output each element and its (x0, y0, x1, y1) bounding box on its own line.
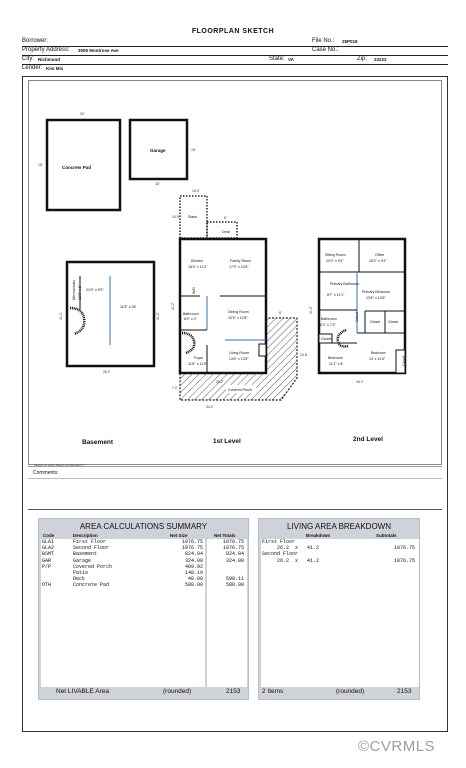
area-net-totals: 1076.75 1076.75 824.84 324.00 590.11 588.00 (222, 539, 244, 589)
basement-height: 41.2' (59, 312, 63, 320)
zip-value: 23222 (374, 57, 387, 62)
living-col-breakdown: Breakdown (306, 533, 331, 538)
deck-dim-top: 10.5' (192, 189, 200, 193)
address-value: 3005 Montrose Ave (78, 48, 119, 53)
first-level-width: 26.2' (216, 380, 224, 384)
porch-height: 24.8' (300, 353, 308, 357)
living-subtotals: 1076.75 1076.75 (393, 545, 415, 564)
lender-label: Lender: (22, 65, 43, 71)
family-room-label: Family Room (230, 259, 252, 263)
bedroom-1-label: Bedroom (328, 356, 343, 360)
city-value: Richmond (38, 57, 60, 62)
area-col-code: Code (43, 533, 55, 538)
first-level-height: 41.2' (171, 302, 175, 310)
bathroom-1-size: 6'0" x 3' (184, 317, 197, 321)
concrete-pad-label: Concrete Pad (62, 165, 92, 170)
mechanicals-label: Mechanicals (72, 280, 76, 300)
foyer-label: Foyer (194, 356, 204, 360)
mechanicals-size: 13'3" x 6' (78, 285, 82, 300)
living-col-subtotals: Subtotals (376, 533, 397, 538)
sitting-room-label: Sitting Room (325, 253, 346, 257)
living-breakdown-title: LIVING AREA BREAKDOWN (286, 522, 392, 531)
comments-label: Comments: (33, 470, 59, 476)
deck-dim-small: 8' (224, 216, 227, 220)
borrower-label: Borrower: (22, 38, 49, 44)
divider (28, 509, 442, 510)
area-codes: GLA1 GLA2 BSMT GAR P/P OTH (42, 539, 55, 589)
city-label: City: (22, 56, 34, 62)
deck-label: Deck (222, 230, 231, 234)
area-net-sizes: 1076.75 1076.75 824.84 324.00 409.92 140.19 40.00 588.00 (181, 539, 203, 589)
garage-height: 18' (191, 148, 196, 152)
closet-label-4: Closet (355, 311, 359, 322)
wd-label: W/D (192, 287, 196, 294)
page-title: FLOORPLAN SKETCH (191, 28, 275, 35)
case-no-label: Case No.: (312, 47, 339, 53)
divider (28, 478, 442, 479)
cvrmls-watermark: ©CVRMLS (358, 738, 436, 755)
closet-label-2: Closet (388, 320, 399, 324)
sitting-room-size: 10'3" x 9'4" (326, 259, 344, 263)
closet-label-5: Closet (402, 355, 406, 366)
living-room-label: Living Room (229, 351, 249, 355)
area-col-net-size: Net Size (170, 533, 188, 538)
family-room-size: 17'3" x 12'6" (229, 265, 249, 269)
primary-bed-label: Primary Bedroom (362, 290, 390, 294)
primary-bath-label: Primary Bathroom (330, 282, 359, 286)
garage-width: 18' (155, 182, 160, 186)
first-level-label: 1st Level (213, 438, 241, 445)
area-summary-title: AREA CALCULATIONS SUMMARY (79, 522, 208, 531)
area-summary-panel (38, 518, 249, 700)
porch-right: 8' (279, 311, 282, 315)
area-descriptions: First Floor Second Floor Basement Garage Covered Porch Patio Deck Concrete Pad (73, 539, 113, 589)
primary-bed-size: 13'6" x 13'8" (366, 296, 386, 300)
fireplace-shape (259, 344, 266, 356)
garage-label: Garage (150, 148, 166, 153)
basement-room-a-size: 21'9" x 9'3" (86, 288, 104, 292)
second-level-width: 26.2' (356, 380, 364, 384)
concrete-pad-height: 18' (38, 163, 43, 167)
closet-label-3: Closet (321, 337, 332, 341)
stairs-label: Stairs (188, 215, 198, 219)
file-no-value: 25P018 (342, 39, 358, 44)
foyer-size: 11'8" x 11'9" (188, 362, 208, 366)
living-room-size: 13'6" x 13'5" (229, 357, 249, 361)
bedroom-2-label: Bedroom (371, 351, 386, 355)
basement-room-b-size: 11'5" x 28' (120, 305, 137, 309)
lender-value: Kim Mix (46, 66, 64, 71)
deck-dim-side: 10.5' (172, 215, 180, 219)
second-level-height: 41.2' (309, 306, 313, 314)
net-livable-value: 2153 (226, 688, 241, 695)
address-label: Property Address: (22, 47, 70, 53)
bathroom-1-label: Bathroom (183, 312, 199, 316)
basement-level-label: Basement (82, 439, 114, 446)
state-label: State: (269, 56, 285, 62)
dining-room-label: Dining Room (228, 310, 249, 314)
sketch-credit: Sketch by Apex Sketch v6 Standard™ (34, 463, 85, 467)
zip-label: Zip: (357, 56, 368, 62)
bathroom-2-label: Bathroom (321, 317, 337, 321)
divider (28, 466, 442, 467)
porch-width: 34.2' (206, 405, 214, 409)
area-col-net-totals: Net Totals (214, 533, 236, 538)
kitchen-label: Kitchen (191, 259, 203, 263)
basement-width: 26.2' (103, 370, 111, 374)
file-no-label: File No.: (312, 38, 335, 44)
basement-height-right: 41.2' (156, 312, 160, 320)
dining-room-size: 10'5" x 12'6" (228, 316, 248, 320)
area-col-description: Description (73, 533, 98, 538)
bedroom-1-size: 11'1" x 8' (329, 362, 344, 366)
second-level-label: 2nd Level (353, 436, 383, 443)
living-lines: First Floor 26.2 x 41.2 Second Floor 26.2 x 41.2 (262, 539, 320, 564)
bathroom-2-size: 6'3" x 7'3" (320, 323, 336, 327)
office-size: 15'2" x 9'4" (369, 259, 387, 263)
living-rounded: (rounded) (336, 688, 365, 695)
concrete-pad-width: 32' (80, 112, 85, 116)
living-items-count: 2 Items (262, 688, 284, 695)
net-livable-rounded: (rounded) (163, 688, 192, 695)
porch-small: 7.2' (172, 386, 178, 390)
primary-bath-size: 8'7" x 11'1" (327, 293, 345, 297)
state-value: VA (288, 57, 294, 62)
bedroom-2-size: 14' x 11'6" (369, 357, 386, 361)
living-total-value: 2153 (397, 688, 412, 695)
kitchen-size: 18'4" x 11'2" (188, 265, 208, 269)
net-livable-label: Net LIVABLE Area (56, 688, 109, 695)
living-breakdown-panel (258, 518, 420, 700)
covered-porch-label: Covered Porch (228, 388, 252, 392)
office-label: Office (375, 253, 385, 257)
closet-label-1: Closet (370, 320, 381, 324)
